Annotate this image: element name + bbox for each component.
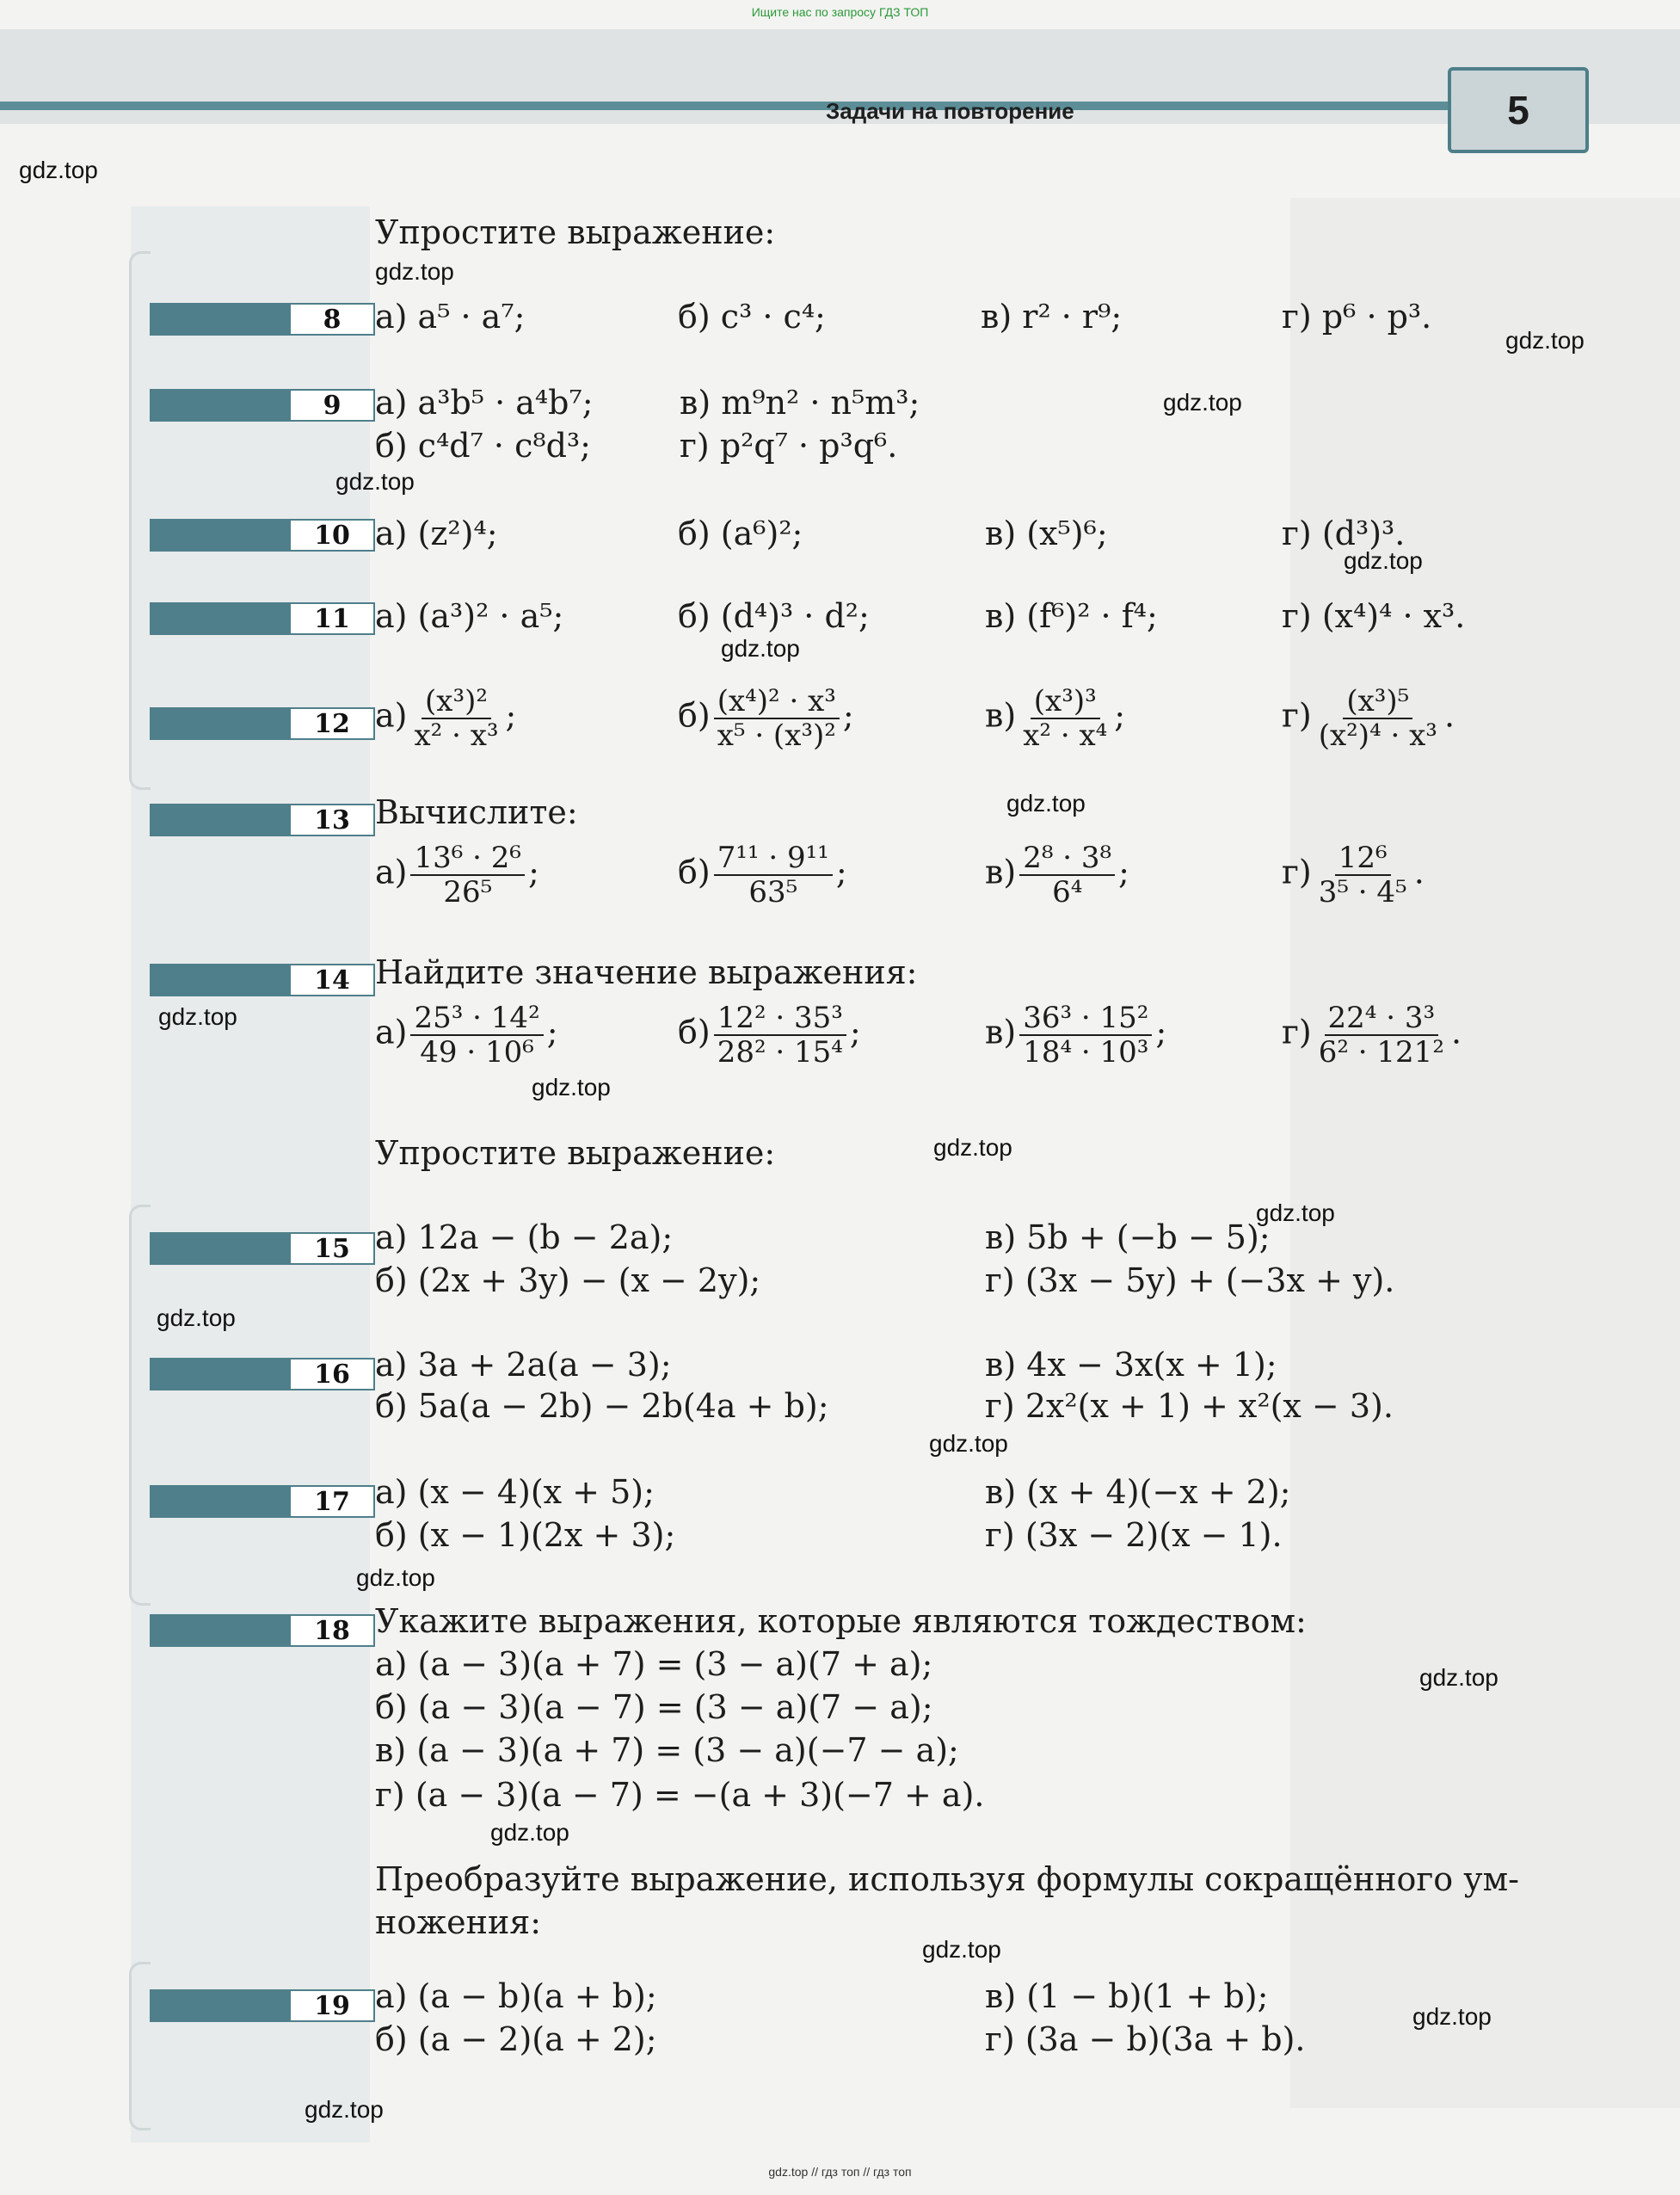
side-band <box>131 207 370 2143</box>
watermark: gdz.top <box>929 1430 1008 1457</box>
p19-a: а) (a − b)(a + b); <box>375 1977 657 2015</box>
p14-a: а) $\frac{\text{25³ · 14²}}{\text{49 · 10⁶}}$ ; <box>375 1001 558 1070</box>
p12-v-den: x² · x⁴ <box>1023 718 1108 753</box>
instruction-transform: Преобразуйте выражение, используя формулы сокращённого ум- <box>375 1860 1520 1898</box>
p14-g-num: 22⁴ · 3³ <box>1325 1002 1439 1036</box>
p10-g: г) (d³)³. <box>1282 515 1406 552</box>
p14-g-den: 6² · 121² <box>1318 1035 1444 1070</box>
p18-v: в) (a − 3)(a + 7) = (3 − a)(−7 − a); <box>375 1731 959 1769</box>
p14-v: в) $\frac{\text{36³ · 15²}}{\text{18⁴ · 10³}}$ ; <box>985 1001 1167 1070</box>
p12-b-num: (x⁴)² · x³ <box>714 685 840 719</box>
p12-v: в) $\frac{\text{(x³)³}}{\text{x² · x⁴}}$ ; <box>985 684 1126 753</box>
p15-g: г) (3x − 5y) + (−3x + y). <box>985 1261 1395 1299</box>
p13-g-den: 3⁵ · 4⁵ <box>1318 875 1407 909</box>
p11-a: а) (a³)² · a⁵; <box>375 597 564 635</box>
header-rule <box>0 102 1462 110</box>
instruction-calc: Вычислите: <box>375 793 578 831</box>
p16-v: в) 4x − 3x(x + 1); <box>985 1346 1277 1384</box>
faded-side-panel <box>1290 198 1680 2108</box>
watermark: gdz.top <box>721 635 800 662</box>
p13-a-num: 13⁶ · 2⁶ <box>410 842 525 876</box>
watermark: gdz.top <box>922 1936 1001 1963</box>
p9-g: г) p²q⁷ · p³q⁶. <box>680 427 898 465</box>
p9-b: б) c⁴d⁷ · c⁸d³; <box>375 427 591 465</box>
problem-number-13: 13 <box>150 804 375 836</box>
p13-g: г) $\frac{\text{12⁶}}{\text{3⁵ · 4⁵}}$ . <box>1282 841 1425 909</box>
p14-a-den: 49 · 10⁶ <box>420 1035 534 1070</box>
p13-b: б) $\frac{\text{7¹¹ · 9¹¹}}{\text{63⁵}}$ ; <box>678 841 847 909</box>
p12-b-den: x⁵ · (x³)² <box>717 718 836 753</box>
p9-v: в) m⁹n² · n⁵m³; <box>680 384 920 422</box>
p14-b-num: 12² · 35³ <box>714 1002 846 1036</box>
p13-v-den: 6⁴ <box>1052 875 1083 909</box>
p15-v: в) 5b + (−b − 5); <box>985 1218 1271 1256</box>
p17-v: в) (x + 4)(−x + 2); <box>985 1473 1291 1511</box>
p8-b: б) c³ · c⁴; <box>678 298 826 336</box>
watermark: gdz.top <box>933 1134 1012 1161</box>
page-number: 5 <box>1448 67 1589 153</box>
footer-note: gdz.top // гдз топ // гдз топ <box>768 2165 912 2179</box>
p12-v-num: (x³)³ <box>1031 685 1100 719</box>
p18-g: г) (a − 3)(a − 7) = −(a + 3)(−7 + a). <box>375 1776 985 1814</box>
instruction-simplify: Упростите выражение: <box>375 213 776 251</box>
watermark: gdz.top <box>19 157 98 183</box>
p14-b: б) $\frac{\text{12² · 35³}}{\text{28² · 15⁴}}$ ; <box>678 1001 861 1070</box>
p14-v-num: 36³ · 15² <box>1019 1002 1152 1036</box>
p8-v: в) r² · r⁹; <box>981 298 1123 336</box>
watermark: gdz.top <box>158 1003 237 1030</box>
p15-b: б) (2x + 3y) − (x − 2y); <box>375 1261 761 1299</box>
p19-b: б) (a − 2)(a + 2); <box>375 2020 657 2058</box>
p17-a: а) (x − 4)(x + 5); <box>375 1473 655 1511</box>
top-note: Ищите нас по запросу ГДЗ ТОП <box>751 5 929 19</box>
problem-number-12: 12 <box>150 707 375 740</box>
p12-a-num: (x³)² <box>422 685 491 719</box>
problem-number-11: 11 <box>150 602 375 635</box>
p10-b: б) (a⁶)²; <box>678 515 803 552</box>
p12-a-den: x² · x³ <box>414 718 499 753</box>
problem-number-8: 8 <box>150 303 375 336</box>
group-bracket <box>129 1205 151 1606</box>
watermark: gdz.top <box>1163 389 1242 416</box>
watermark: gdz.top <box>1505 327 1585 354</box>
problem-number-17: 17 <box>150 1485 375 1518</box>
instruction-transform-cont: ножения: <box>375 1903 542 1941</box>
p12-b: б) $\frac{\text{(x⁴)² · x³}}{\text{x⁵ · (x³)²}}$ ; <box>678 684 854 753</box>
instruction-find: Найдите значение выражения: <box>375 953 918 991</box>
p13-b-num: 7¹¹ · 9¹¹ <box>714 842 833 876</box>
watermark: gdz.top <box>532 1074 611 1101</box>
watermark: gdz.top <box>1256 1199 1335 1226</box>
group-bracket <box>129 251 151 790</box>
p16-b: б) 5a(a − 2b) − 2b(4a + b); <box>375 1387 829 1425</box>
p18-a: а) (a − 3)(a + 7) = (3 − a)(7 + a); <box>375 1645 933 1683</box>
p14-g: г) $\frac{\text{22⁴ · 3³}}{\text{6² · 121²}}$ . <box>1282 1001 1462 1070</box>
p12-a: а) $\frac{\text{(x³)²}}{\text{x² · x³}}$ ; <box>375 684 517 753</box>
p13-g-num: 12⁶ <box>1335 842 1391 876</box>
p11-g: г) (x⁴)⁴ · x³. <box>1282 597 1466 635</box>
instruction-identity: Укажите выражения, которые являются тождеством: <box>375 1602 1307 1640</box>
watermark: gdz.top <box>356 1564 435 1591</box>
instruction-simplify-2: Упростите выражение: <box>375 1134 776 1172</box>
page-title: Задачи на повторение <box>826 98 1074 124</box>
p14-b-den: 28² · 15⁴ <box>717 1035 843 1070</box>
problem-number-19: 19 <box>150 1989 375 2022</box>
problem-number-15: 15 <box>150 1232 375 1265</box>
p12-g: г) $\frac{\text{(x³)⁵}}{\text{(x²)⁴ · x³}}$ . <box>1282 684 1455 753</box>
watermark: gdz.top <box>490 1819 569 1846</box>
p10-v: в) (x⁵)⁶; <box>985 515 1108 552</box>
p17-b: б) (x − 1)(2x + 3); <box>375 1516 676 1554</box>
p13-v-num: 2⁸ · 3⁸ <box>1019 842 1115 876</box>
p18-b: б) (a − 3)(a − 7) = (3 − a)(7 − a); <box>375 1688 933 1726</box>
p17-g: г) (3x − 2)(x − 1). <box>985 1516 1283 1554</box>
watermark: gdz.top <box>375 258 454 285</box>
problem-number-16: 16 <box>150 1358 375 1390</box>
watermark: gdz.top <box>1344 547 1423 574</box>
p11-b: б) (d⁴)³ · d²; <box>678 597 870 635</box>
p9-a: а) a³b⁵ · a⁴b⁷; <box>375 384 594 422</box>
problem-number-9: 9 <box>150 389 375 422</box>
p12-g-den: (x²)⁴ · x³ <box>1318 718 1437 753</box>
p11-v: в) (f⁶)² · f⁴; <box>985 597 1158 635</box>
watermark: gdz.top <box>335 468 415 495</box>
problem-number-18: 18 <box>150 1614 375 1647</box>
problem-number-10: 10 <box>150 519 375 552</box>
p15-a: а) 12a − (b − 2a); <box>375 1218 674 1256</box>
p14-a-num: 25³ · 14² <box>410 1002 543 1036</box>
p10-a: а) (z²)⁴; <box>375 515 498 552</box>
problem-number-14: 14 <box>150 964 375 996</box>
p12-g-num: (x³)⁵ <box>1343 685 1412 719</box>
p13-a: а) $\frac{\text{13⁶ · 2⁶}}{\text{26⁵}}$ ; <box>375 841 539 909</box>
p8-g: г) p⁶ · p³. <box>1282 298 1432 336</box>
watermark: gdz.top <box>1419 1664 1498 1691</box>
p16-g: г) 2x²(x + 1) + x²(x − 3). <box>985 1387 1394 1425</box>
p8-a: а) a⁵ · a⁷; <box>375 298 526 336</box>
p13-v: в) $\frac{\text{2⁸ · 3⁸}}{\text{6⁴}}$ ; <box>985 841 1129 909</box>
watermark: gdz.top <box>305 2096 384 2123</box>
watermark: gdz.top <box>1006 790 1086 817</box>
p13-b-den: 63⁵ <box>748 875 798 909</box>
p16-a: а) 3a + 2a(a − 3); <box>375 1346 672 1384</box>
p19-v: в) (1 − b)(1 + b); <box>985 1977 1269 2015</box>
group-bracket <box>129 1962 151 2130</box>
p14-v-den: 18⁴ · 10³ <box>1023 1035 1149 1070</box>
p13-a-den: 26⁵ <box>443 875 493 909</box>
p19-g: г) (3a − b)(3a + b). <box>985 2020 1306 2058</box>
watermark: gdz.top <box>157 1304 236 1331</box>
watermark: gdz.top <box>1412 2003 1492 2030</box>
